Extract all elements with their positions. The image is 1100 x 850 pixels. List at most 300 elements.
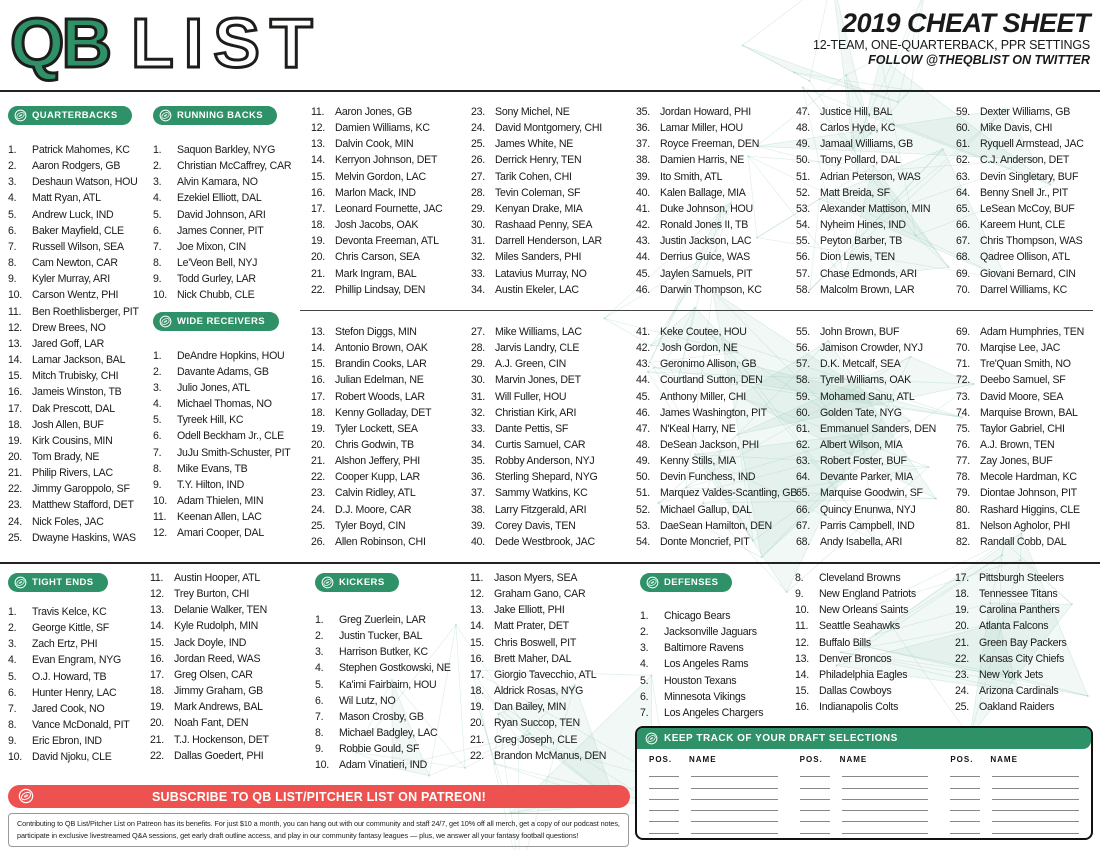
player-name: Kyle Rudolph, MIN xyxy=(174,620,259,633)
player-name: Ronald Jones II, TB xyxy=(660,219,749,232)
player-rank: 12. xyxy=(470,588,484,601)
column-defenses-3 xyxy=(955,566,1097,715)
player-row xyxy=(956,372,1098,388)
player-row xyxy=(311,169,468,185)
player-row xyxy=(311,282,468,298)
player-rank: 25. xyxy=(8,531,22,544)
player-rank: 25. xyxy=(955,701,969,714)
player-name: DeSean Jackson, PHI xyxy=(660,438,759,451)
player-name: Golden Tate, NYG xyxy=(820,406,902,419)
player-name: Dallas Cowboys xyxy=(819,685,892,698)
player-name: Tennessee Titans xyxy=(979,588,1058,601)
player-row xyxy=(796,324,953,340)
player-name: Calvin Ridley, ATL xyxy=(335,487,416,500)
player-name: Tevin Coleman, SF xyxy=(495,186,581,199)
player-rank: 9. xyxy=(8,273,17,286)
player-row xyxy=(956,266,1098,282)
player-rank: 32. xyxy=(471,406,485,419)
player-rank: 15. xyxy=(470,636,484,649)
column-quarterbacks xyxy=(8,100,150,546)
player-name: Curtis Samuel, CAR xyxy=(495,438,586,451)
player-row xyxy=(471,136,633,152)
draft-selection-row xyxy=(800,777,929,788)
player-rank: 51. xyxy=(636,487,650,500)
player-rank: 11. xyxy=(8,305,22,318)
player-name: Delanie Walker, TEN xyxy=(174,604,267,617)
player-row xyxy=(636,249,793,265)
player-rank: 47. xyxy=(796,106,810,118)
draft-selection-row xyxy=(800,822,929,833)
player-rank: 12. xyxy=(311,122,325,135)
player-rank: 40. xyxy=(471,535,485,548)
player-row xyxy=(796,453,953,469)
player-name: Antonio Brown, OAK xyxy=(335,342,428,355)
player-name: Nyheim Hines, IND xyxy=(820,219,906,232)
player-row xyxy=(956,120,1098,136)
player-rank: 13. xyxy=(311,325,325,338)
player-row xyxy=(956,453,1098,469)
player-row xyxy=(8,255,150,271)
player-rank: 13. xyxy=(795,652,809,665)
player-rank: 1. xyxy=(640,610,649,622)
player-row xyxy=(636,233,793,249)
player-row xyxy=(471,485,633,501)
player-row xyxy=(636,372,793,388)
player-rank: 34. xyxy=(471,438,485,451)
player-row xyxy=(636,185,793,201)
player-rank: 10. xyxy=(795,604,809,617)
player-row xyxy=(315,628,467,644)
player-rank: 59. xyxy=(956,106,970,118)
player-name: Jacksonville Jaguars xyxy=(664,626,757,639)
player-name: Indianapolis Colts xyxy=(819,701,899,714)
player-row xyxy=(311,249,468,265)
player-name: Sammy Watkins, KC xyxy=(495,487,588,500)
player-name: Marqise Lee, JAC xyxy=(980,342,1061,355)
player-row xyxy=(311,233,468,249)
player-rank: 18. xyxy=(150,685,164,698)
player-row xyxy=(8,368,150,384)
column-tight-ends xyxy=(8,566,148,766)
player-name: D.J. Moore, CAR xyxy=(335,503,412,516)
player-row xyxy=(796,502,953,518)
player-name: Dede Westbrook, JAC xyxy=(495,535,595,548)
section-header-kickers xyxy=(315,573,399,592)
column-rb-wr-start xyxy=(153,100,308,541)
player-row xyxy=(8,336,150,352)
player-name: Benny Snell Jr., PIT xyxy=(980,186,1069,199)
player-row xyxy=(636,469,793,485)
player-name: Tyler Boyd, CIN xyxy=(335,519,406,532)
player-row xyxy=(471,104,633,120)
player-rank: 36. xyxy=(636,122,650,135)
player-row xyxy=(8,685,148,701)
player-name: Jack Doyle, IND xyxy=(174,636,247,649)
player-name: Tre'Quan Smith, NO xyxy=(980,358,1071,371)
player-row xyxy=(956,356,1098,372)
player-row xyxy=(153,174,308,190)
player-rank: 49. xyxy=(636,455,650,468)
player-rank: 32. xyxy=(471,251,485,264)
player-row xyxy=(955,699,1097,715)
player-rank: 17. xyxy=(311,390,325,403)
player-row xyxy=(150,748,310,764)
player-rank: 55. xyxy=(796,235,810,248)
player-row xyxy=(150,570,310,586)
player-name: Michael Thomas, NO xyxy=(177,398,272,411)
player-row xyxy=(153,158,308,174)
player-rank: 14. xyxy=(8,354,22,367)
player-rank: 1. xyxy=(8,606,17,618)
player-row xyxy=(796,405,953,421)
player-name: Derrick Henry, TEN xyxy=(495,154,582,167)
player-rank: 28. xyxy=(471,186,485,199)
player-row xyxy=(470,683,635,699)
player-rank: 66. xyxy=(796,503,810,516)
player-name: Greg Olsen, CAR xyxy=(174,668,253,681)
player-row xyxy=(8,636,148,652)
player-row xyxy=(636,518,793,534)
player-rank: 77. xyxy=(956,455,970,468)
draft-selection-row xyxy=(649,766,778,777)
player-name: Odell Beckham Jr., CLE xyxy=(177,430,284,443)
player-rank: 64. xyxy=(956,186,970,199)
player-rank: 19. xyxy=(311,422,325,435)
player-rank: 12. xyxy=(153,527,167,540)
player-name: Dalvin Cook, MIN xyxy=(335,138,414,151)
player-rank: 39. xyxy=(471,519,485,532)
player-row xyxy=(153,348,308,364)
player-name: C.J. Anderson, DET xyxy=(980,154,1070,167)
player-rank: 67. xyxy=(796,519,810,532)
player-rank: 22. xyxy=(470,749,484,762)
draft-selection-row xyxy=(649,811,778,822)
player-name: Justice Hill, BAL xyxy=(820,106,893,118)
player-rank: 48. xyxy=(796,122,810,135)
player-row xyxy=(471,405,633,421)
player-row xyxy=(796,249,953,265)
player-row xyxy=(470,748,635,764)
player-rank: 5. xyxy=(153,414,162,427)
player-name: Ito Smith, ATL xyxy=(660,170,723,183)
player-rank: 15. xyxy=(150,636,164,649)
player-row xyxy=(315,709,467,725)
middle-divider xyxy=(0,562,1100,564)
player-rank: 18. xyxy=(470,685,484,698)
player-name: Deebo Samuel, SF xyxy=(980,374,1066,387)
column-6 xyxy=(796,100,953,550)
player-name: Adam Humphries, TEN xyxy=(980,325,1084,338)
player-row xyxy=(956,104,1098,120)
player-rank: 82. xyxy=(956,535,970,548)
draft-selection-row xyxy=(800,800,929,811)
player-name: Tyreek Hill, KC xyxy=(177,414,244,427)
player-name: Damien Williams, KC xyxy=(335,122,430,135)
player-row xyxy=(636,217,793,233)
player-rank: 18. xyxy=(311,219,325,232)
player-rank: 20. xyxy=(311,251,325,264)
player-rank: 65. xyxy=(956,202,970,215)
player-name: Dwayne Haskins, WAS xyxy=(32,531,136,544)
player-row xyxy=(311,266,468,282)
player-row xyxy=(955,667,1097,683)
player-row xyxy=(311,518,468,534)
player-row xyxy=(956,340,1098,356)
player-name: Chris Thompson, WAS xyxy=(980,235,1083,248)
player-row xyxy=(795,586,950,602)
player-row xyxy=(796,340,953,356)
player-rank: 14. xyxy=(311,342,325,355)
football-icon xyxy=(645,732,658,745)
player-name: Latavius Murray, NO xyxy=(495,267,587,280)
player-rank: 11. xyxy=(795,620,809,633)
player-row xyxy=(153,509,308,525)
football-icon xyxy=(14,109,27,122)
player-name: DaeSean Hamilton, DEN xyxy=(660,519,772,532)
player-rank: 50. xyxy=(636,471,650,484)
player-row xyxy=(956,217,1098,233)
player-name: Lamar Jackson, BAL xyxy=(32,354,126,367)
player-name: Mark Andrews, BAL xyxy=(174,701,263,714)
player-name: Tyrell Williams, OAK xyxy=(820,374,911,387)
player-row xyxy=(153,142,308,158)
column-defenses xyxy=(640,566,792,721)
player-row xyxy=(640,656,792,672)
player-rank: 46. xyxy=(636,283,650,296)
player-rank: 54. xyxy=(796,219,810,232)
player-rank: 21. xyxy=(470,733,484,746)
player-row xyxy=(311,453,468,469)
player-name: Philadelphia Eagles xyxy=(819,668,908,681)
player-row xyxy=(956,469,1098,485)
player-row xyxy=(471,249,633,265)
twitter-follow-text: FOLLOW @THEQBLIST ON TWITTER xyxy=(868,53,1090,67)
player-rank: 61. xyxy=(796,422,810,435)
page-title: 2019 CHEAT SHEET xyxy=(841,8,1090,38)
player-rank: 3. xyxy=(8,176,17,189)
draft-selection-row xyxy=(950,811,1079,822)
player-name: Deshaun Watson, HOU xyxy=(32,176,138,189)
player-row xyxy=(636,266,793,282)
player-rank: 10. xyxy=(315,759,329,772)
player-name: Dante Pettis, SF xyxy=(495,422,569,435)
player-name: Patrick Mahomes, KC xyxy=(32,144,130,156)
player-row xyxy=(153,380,308,396)
draft-selection-row xyxy=(800,834,929,840)
player-rank: 17. xyxy=(150,668,164,681)
player-rank: 2. xyxy=(315,630,324,643)
player-name: Mohamed Sanu, ATL xyxy=(820,390,915,403)
player-name: Vance McDonald, PIT xyxy=(32,719,130,732)
rankings-bottom-grid xyxy=(0,566,1100,850)
name-header: NAME xyxy=(990,755,1018,764)
player-row xyxy=(150,683,310,699)
player-rank: 42. xyxy=(636,219,650,232)
player-row xyxy=(796,485,953,501)
player-name: Dion Lewis, TEN xyxy=(820,251,895,264)
player-row xyxy=(153,412,308,428)
player-rank: 35. xyxy=(471,455,485,468)
player-name: Harrison Butker, KC xyxy=(339,646,428,659)
player-name: Andy Isabella, ARI xyxy=(820,535,903,548)
player-name: Graham Gano, CAR xyxy=(494,588,586,601)
player-rank: 3. xyxy=(8,638,17,651)
player-rank: 22. xyxy=(8,483,22,496)
player-row xyxy=(795,618,950,634)
player-row xyxy=(311,324,468,340)
player-row xyxy=(470,635,635,651)
player-rank: 48. xyxy=(636,438,650,451)
player-name: Rashaad Penny, SEA xyxy=(495,219,593,232)
player-rank: 15. xyxy=(311,170,325,183)
player-row xyxy=(471,201,633,217)
player-rank: 7. xyxy=(153,240,162,253)
player-rank: 1. xyxy=(153,144,162,156)
player-name: Josh Gordon, NE xyxy=(660,342,738,355)
player-row xyxy=(8,481,150,497)
player-name: Tony Pollard, DAL xyxy=(820,154,901,167)
player-name: Mecole Hardman, KC xyxy=(980,471,1077,484)
player-name: New York Jets xyxy=(979,668,1043,681)
player-name: Austin Ekeler, LAC xyxy=(495,283,579,296)
player-row xyxy=(153,477,308,493)
player-rank: 71. xyxy=(956,358,970,371)
player-rank: 16. xyxy=(795,701,809,714)
player-row xyxy=(311,405,468,421)
header-title-block xyxy=(813,8,1090,68)
player-name: Miles Sanders, PHI xyxy=(495,251,582,264)
player-rank: 8. xyxy=(153,462,162,475)
player-name: Aaron Jones, GB xyxy=(335,106,412,118)
player-name: Sony Michel, NE xyxy=(495,106,570,118)
player-name: Alexander Mattison, MIN xyxy=(820,202,931,215)
player-row xyxy=(150,635,310,651)
player-name: David Montgomery, CHI xyxy=(495,122,602,135)
player-name: Noah Fant, DEN xyxy=(174,717,249,730)
player-rank: 20. xyxy=(470,717,484,730)
section-header-running-backs xyxy=(153,106,277,125)
player-name: Dan Bailey, MIN xyxy=(494,701,566,714)
player-name: Ezekiel Elliott, DAL xyxy=(177,192,262,205)
player-row xyxy=(471,534,633,550)
player-name: Robert Woods, LAR xyxy=(335,390,425,403)
player-row xyxy=(8,604,148,620)
player-name: Ben Roethlisberger, PIT xyxy=(32,305,139,318)
player-rank: 2. xyxy=(8,622,17,635)
player-name: Brandon McManus, DEN xyxy=(494,749,607,762)
player-name: Nick Foles, JAC xyxy=(32,515,104,528)
player-rank: 19. xyxy=(8,434,22,447)
player-row xyxy=(796,120,953,136)
player-row xyxy=(315,660,467,676)
player-row xyxy=(636,169,793,185)
pos-header: POS. xyxy=(950,755,974,764)
player-name: Chris Carson, SEA xyxy=(335,251,420,264)
player-row xyxy=(8,271,150,287)
player-rank: 16. xyxy=(470,652,484,665)
player-name: Nelson Agholor, PHI xyxy=(980,519,1071,532)
player-name: Rashard Higgins, CLE xyxy=(980,503,1080,516)
player-name: Kenyan Drake, MIA xyxy=(495,202,583,215)
player-name: James White, NE xyxy=(495,138,574,151)
player-name: Malcolm Brown, LAR xyxy=(820,283,915,296)
player-row xyxy=(796,534,953,550)
player-row xyxy=(471,233,633,249)
player-row xyxy=(796,469,953,485)
draft-tracker-column-headers xyxy=(649,755,778,764)
player-name: Joe Mixon, CIN xyxy=(177,240,246,253)
player-row xyxy=(795,635,950,651)
player-row xyxy=(8,433,150,449)
player-name: Buffalo Bills xyxy=(819,636,871,649)
player-name: Michael Badgley, LAC xyxy=(339,727,438,740)
draft-selection-row xyxy=(649,777,778,788)
player-name: Ka'imi Fairbairn, HOU xyxy=(339,678,437,691)
player-name: Russell Wilson, SEA xyxy=(32,240,124,253)
player-rank: 25. xyxy=(311,519,325,532)
player-row xyxy=(8,701,148,717)
player-rank: 17. xyxy=(955,572,969,584)
player-rank: 58. xyxy=(796,374,810,387)
draft-selection-row xyxy=(800,766,929,777)
player-rank: 21. xyxy=(8,467,22,480)
player-row xyxy=(796,169,953,185)
player-rank: 24. xyxy=(311,503,325,516)
player-rank: 7. xyxy=(315,710,324,723)
player-row xyxy=(956,185,1098,201)
player-name: Zay Jones, BUF xyxy=(980,455,1053,468)
player-row xyxy=(636,136,793,152)
player-name: Randall Cobb, DAL xyxy=(980,535,1067,548)
player-row xyxy=(470,602,635,618)
player-rank: 7. xyxy=(8,240,17,253)
player-row xyxy=(153,525,308,541)
player-rank: 8. xyxy=(8,719,17,732)
player-row xyxy=(470,651,635,667)
player-row xyxy=(153,207,308,223)
player-name: Dexter Williams, GB xyxy=(980,106,1071,118)
player-name: John Brown, BUF xyxy=(820,325,900,338)
player-name: Qadree Ollison, ATL xyxy=(980,251,1070,264)
player-rank: 17. xyxy=(470,668,484,681)
player-rank: 65. xyxy=(796,487,810,500)
player-row xyxy=(153,445,308,461)
player-name: Andrew Luck, IND xyxy=(32,208,114,221)
player-rank: 19. xyxy=(955,604,969,617)
player-name: Adrian Peterson, WAS xyxy=(820,170,921,183)
player-row xyxy=(8,717,148,733)
player-row xyxy=(471,217,633,233)
player-row xyxy=(956,421,1098,437)
player-row xyxy=(796,217,953,233)
player-row xyxy=(8,207,150,223)
player-name: A.J. Brown, TEN xyxy=(980,438,1055,451)
player-rank: 3. xyxy=(153,381,162,394)
player-row xyxy=(956,249,1098,265)
player-name: Saquon Barkley, NYG xyxy=(177,144,276,156)
player-rank: 56. xyxy=(796,251,810,264)
player-rank: 47. xyxy=(636,422,650,435)
player-name: Travis Kelce, KC xyxy=(32,606,107,618)
player-rank: 13. xyxy=(150,604,164,617)
player-rank: 50. xyxy=(796,154,810,167)
player-rank: 4. xyxy=(8,654,17,667)
player-name: Austin Hooper, ATL xyxy=(174,572,260,584)
player-name: Drew Brees, NO xyxy=(32,321,106,334)
player-name: Aldrick Rosas, NYG xyxy=(494,685,584,698)
player-name: Ryquell Armstead, JAC xyxy=(980,138,1084,151)
player-name: Matt Prater, DET xyxy=(494,620,569,633)
